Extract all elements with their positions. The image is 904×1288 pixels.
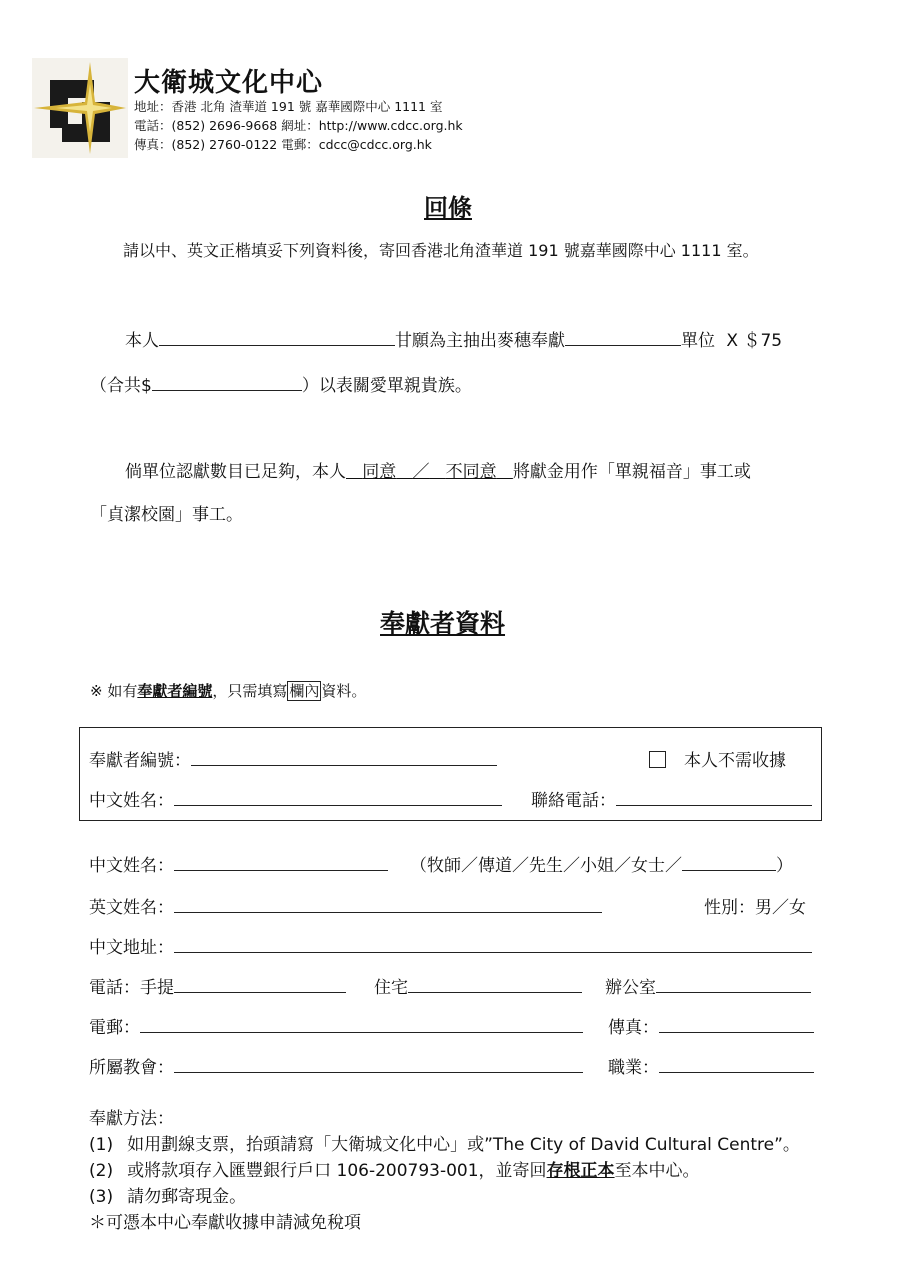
cn-address-row — [89, 933, 812, 958]
method-2-text-a: 或將款項存入匯豐銀行戶口 106-200793-001，並寄回 — [127, 1161, 547, 1181]
consent-text-b: 將獻金用作「單親福音」事工或 — [512, 462, 751, 482]
no-receipt-checkbox[interactable] — [649, 751, 666, 768]
cn-name-blank[interactable] — [174, 852, 388, 871]
tel-mobile-row — [89, 973, 346, 998]
tel-home-row — [374, 973, 582, 998]
church-label: 所屬教會： — [89, 1058, 174, 1078]
methods-heading: 奉獻方法： — [89, 1109, 174, 1129]
box-donor-no-row — [89, 746, 497, 771]
method-3-text: 請勿郵寄現金。 — [127, 1187, 247, 1207]
email-row — [89, 1013, 583, 1038]
reply-instruction: 請以中、英文正楷填妥下列資料後，寄回香港北角渣華道 191 號嘉華國際中心 1111 室。 — [123, 241, 759, 260]
box-cn-name-blank[interactable] — [174, 787, 502, 806]
pledge-text-d: X ＄75 — [726, 331, 783, 351]
note-text-a: ※ 如有 — [90, 682, 138, 700]
pledge-text-b: 甘願為主抽出麥穗奉獻 — [395, 331, 565, 351]
email-label: 電郵： — [89, 1018, 140, 1038]
title-options-close: ） — [776, 856, 793, 876]
box-phone-label: 聯絡電話： — [531, 791, 616, 811]
title-options — [410, 851, 793, 876]
pledge-text-c: 單位 — [681, 331, 715, 351]
tel-home-blank[interactable] — [408, 974, 582, 993]
en-name-label: 英文姓名： — [89, 898, 174, 918]
consent-agree[interactable]: 同意 — [362, 462, 397, 482]
note-text-c: 資料。 — [321, 682, 367, 700]
box-phone-blank[interactable] — [616, 787, 812, 806]
method-2-number: (2) — [89, 1161, 114, 1181]
note-boxed: 欄內 — [289, 682, 320, 700]
box-cn-name-label: 中文姓名： — [89, 791, 174, 811]
total-blank[interactable] — [152, 372, 302, 391]
note-text-b: ，只需填寫 — [212, 682, 288, 700]
tel-office-label: 辦公室 — [605, 978, 656, 998]
consent-disagree[interactable]: 不同意 — [445, 462, 497, 482]
occupation-row — [608, 1053, 814, 1078]
total-text-a: （合共$ — [90, 376, 152, 396]
gender-label[interactable]: 性別：男／女 — [704, 898, 806, 918]
cn-name-label: 中文姓名： — [89, 856, 174, 876]
church-blank[interactable] — [174, 1054, 583, 1073]
donor-note — [90, 680, 366, 701]
method-2-text-b: 至本中心。 — [614, 1161, 700, 1181]
method-3 — [89, 1182, 246, 1207]
method-2-stub: 存根正本 — [546, 1161, 615, 1181]
tel-office-row — [605, 973, 811, 998]
fax-row — [608, 1013, 814, 1038]
fax-blank[interactable] — [659, 1014, 814, 1033]
units-blank[interactable] — [565, 327, 681, 346]
org-name: 大衛城文化中心 — [134, 68, 324, 98]
no-receipt-option[interactable] — [649, 746, 786, 771]
occupation-label: 職業： — [608, 1058, 659, 1078]
tax-note: ＊可憑本中心奉獻收據申請減免稅項 — [89, 1213, 361, 1233]
email-blank[interactable] — [140, 1014, 583, 1033]
cn-address-blank[interactable] — [174, 934, 812, 953]
en-name-blank[interactable] — [174, 894, 602, 913]
tel-office-blank[interactable] — [656, 974, 811, 993]
method-1-number: (1) — [89, 1135, 114, 1155]
consent-text-c: 「貞潔校園」事工。 — [90, 505, 243, 525]
occupation-blank[interactable] — [659, 1054, 814, 1073]
cn-address-label: 中文地址： — [89, 938, 174, 958]
total-line — [90, 371, 472, 396]
title-other-blank[interactable] — [682, 852, 776, 871]
method-1 — [89, 1130, 800, 1155]
consent-text-a: 倘單位認獻數目已足夠，本人 — [125, 462, 346, 482]
total-text-b: ）以表關愛單親貴族。 — [301, 376, 472, 396]
box-donor-no-label: 奉獻者編號： — [89, 751, 191, 771]
box-donor-no-blank[interactable] — [191, 747, 497, 766]
method-3-number: (3) — [89, 1187, 114, 1207]
cn-name-row — [89, 851, 388, 876]
tel-mobile-label: 電話：手提 — [89, 978, 174, 998]
org-address: 地址：香港 北角 渣華道 191 號 嘉華國際中心 1111 室 — [134, 99, 443, 114]
org-phone-web: 電話：(852) 2696-9668 網址：http://www.cdcc.org.hk — [134, 118, 463, 133]
en-name-row — [89, 893, 602, 918]
consent-separator: ／ — [412, 462, 430, 482]
consent-line — [125, 457, 751, 482]
reply-title: 回條 — [424, 194, 472, 222]
cdcc-logo — [32, 58, 128, 158]
fax-label: 傳真： — [608, 1018, 659, 1038]
box-cn-name-row — [89, 786, 502, 811]
method-1-text: 如用劃線支票，抬頭請寫「大衛城文化中心」或”The City of David Cultural Centre”。 — [127, 1135, 800, 1155]
box-phone-row — [531, 786, 812, 811]
note-donor-no: 奉獻者編號 — [137, 682, 213, 700]
title-options-text: （牧師／傳道／先生／小姐／女士／ — [410, 856, 682, 876]
name-blank[interactable] — [159, 327, 395, 346]
tel-mobile-blank[interactable] — [174, 974, 346, 993]
church-row — [89, 1053, 583, 1078]
pledge-line — [125, 326, 782, 351]
pledge-text-a: 本人 — [125, 331, 159, 351]
no-receipt-label: 本人不需收據 — [684, 751, 786, 771]
org-fax-email: 傳真：(852) 2760-0122 電郵：cdcc@cdcc.org.hk — [134, 137, 432, 152]
consent-choice[interactable] — [346, 462, 513, 482]
tel-home-label: 住宅 — [374, 978, 408, 998]
donor-title: 奉獻者資料 — [380, 609, 506, 638]
method-2 — [89, 1156, 700, 1181]
